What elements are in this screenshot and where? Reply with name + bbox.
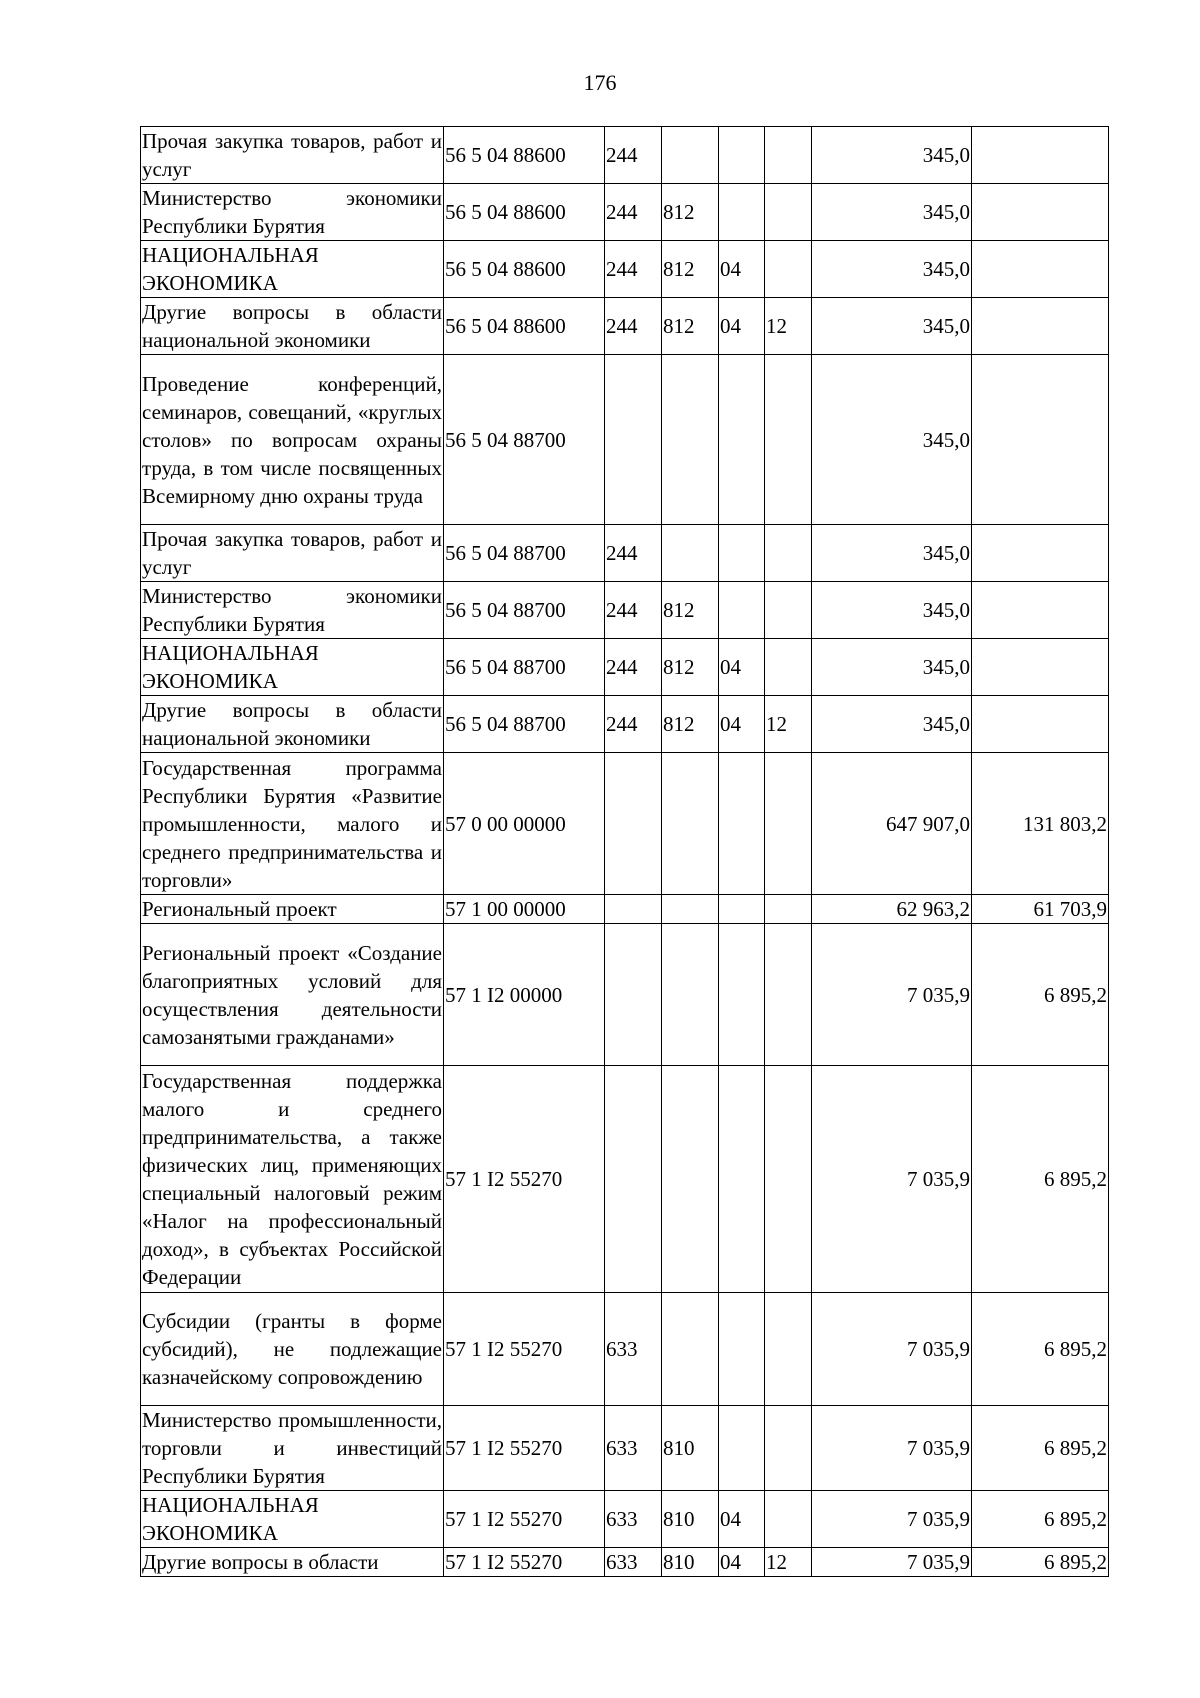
expense-type-code: 244: [605, 582, 662, 639]
table-row: [141, 1491, 1109, 1548]
ministry-code: [662, 355, 719, 525]
table-row: [141, 639, 1109, 696]
section-code: 04: [719, 1548, 765, 1577]
amount-1: 345,0: [812, 639, 972, 696]
ministry-code: 812: [662, 639, 719, 696]
target-article-code: 56 5 04 88700: [444, 582, 605, 639]
table-row: [141, 1066, 1109, 1293]
target-article-code: 57 1 I2 55270: [444, 1066, 605, 1293]
amount-2: [972, 639, 1109, 696]
section-code: 04: [719, 696, 765, 753]
target-article-code: 57 1 I2 55270: [444, 1491, 605, 1548]
row-name: НАЦИОНАЛЬНАЯ ЭКОНОМИКА: [141, 639, 444, 696]
subsection-code: [765, 753, 812, 895]
expense-type-code: [605, 355, 662, 525]
amount-2: [972, 127, 1109, 184]
subsection-code: 12: [765, 298, 812, 355]
section-code: [719, 355, 765, 525]
amount-1: 345,0: [812, 184, 972, 241]
ministry-code: [662, 753, 719, 895]
row-name: Региональный проект: [141, 895, 444, 924]
ministry-code: [662, 895, 719, 924]
target-article-code: 56 5 04 88700: [444, 696, 605, 753]
section-code: 04: [719, 1491, 765, 1548]
expense-type-code: 244: [605, 298, 662, 355]
expense-type-code: 244: [605, 241, 662, 298]
row-name: Другие вопросы в области национальной экономики: [141, 696, 444, 753]
amount-2: 6 895,2: [972, 1491, 1109, 1548]
amount-2: 6 895,2: [972, 924, 1109, 1066]
row-name: Государственная поддержка малого и среднего предпринимательства, а также физических лиц, применяющих специальный налоговый режим «Налог на профессиональный доход», в субъектах Российской Федерации: [141, 1066, 444, 1293]
expense-type-code: 633: [605, 1548, 662, 1577]
expense-type-code: [605, 895, 662, 924]
subsection-code: [765, 127, 812, 184]
subsection-code: [765, 184, 812, 241]
amount-1: 7 035,9: [812, 1406, 972, 1491]
table-row: [141, 696, 1109, 753]
row-name: Субсидии (гранты в форме субсидий), не подлежащие казначейскому сопровождению: [141, 1293, 444, 1406]
subsection-code: [765, 895, 812, 924]
subsection-code: [765, 924, 812, 1066]
table-row: [141, 355, 1109, 525]
target-article-code: 56 5 04 88600: [444, 241, 605, 298]
row-name: Государственная программа Республики Бурятия «Развитие промышленности, малого и среднего предпринимательства и торговли»: [141, 753, 444, 895]
section-code: 04: [719, 298, 765, 355]
subsection-code: [765, 1491, 812, 1548]
row-name: Проведение конференций, семинаров, совещаний, «круглых столов» по вопросам охраны труда, в том числе посвященных Всемирному дню охраны труда: [141, 355, 444, 525]
subsection-code: [765, 639, 812, 696]
expense-type-code: 244: [605, 184, 662, 241]
row-name: Другие вопросы в области национальной экономики: [141, 298, 444, 355]
subsection-code: [765, 1293, 812, 1406]
section-code: [719, 753, 765, 895]
section-code: [719, 895, 765, 924]
subsection-code: [765, 1406, 812, 1491]
amount-1: 345,0: [812, 525, 972, 582]
target-article-code: 57 0 00 00000: [444, 753, 605, 895]
amount-1: 345,0: [812, 241, 972, 298]
expense-type-code: 244: [605, 525, 662, 582]
amount-2: 6 895,2: [972, 1293, 1109, 1406]
target-article-code: 57 1 00 00000: [444, 895, 605, 924]
subsection-code: 12: [765, 696, 812, 753]
expense-type-code: 633: [605, 1293, 662, 1406]
table-row: [141, 582, 1109, 639]
amount-1: 7 035,9: [812, 1491, 972, 1548]
section-code: [719, 582, 765, 639]
ministry-code: [662, 525, 719, 582]
table-row: [141, 241, 1109, 298]
ministry-code: 812: [662, 241, 719, 298]
amount-2: [972, 298, 1109, 355]
table-row: [141, 895, 1109, 924]
subsection-code: [765, 241, 812, 298]
section-code: 04: [719, 241, 765, 298]
ministry-code: 810: [662, 1491, 719, 1548]
table-row: [141, 1406, 1109, 1491]
expense-type-code: [605, 1066, 662, 1293]
row-name: Министерство экономики Республики Бурятия: [141, 582, 444, 639]
subsection-code: [765, 355, 812, 525]
amount-2: [972, 582, 1109, 639]
ministry-code: 812: [662, 582, 719, 639]
table-row: [141, 924, 1109, 1066]
row-name: НАЦИОНАЛЬНАЯ ЭКОНОМИКА: [141, 1491, 444, 1548]
amount-1: 345,0: [812, 582, 972, 639]
amount-2: 61 703,9: [972, 895, 1109, 924]
section-code: [719, 1066, 765, 1293]
target-article-code: 57 1 I2 55270: [444, 1548, 605, 1577]
section-code: [719, 525, 765, 582]
amount-1: 647 907,0: [812, 753, 972, 895]
amount-1: 62 963,2: [812, 895, 972, 924]
expense-type-code: 244: [605, 639, 662, 696]
section-code: [719, 1293, 765, 1406]
table-body: [141, 127, 1109, 1577]
target-article-code: 57 1 I2 55270: [444, 1293, 605, 1406]
amount-2: [972, 525, 1109, 582]
section-code: [719, 1406, 765, 1491]
expense-type-code: [605, 753, 662, 895]
subsection-code: [765, 1066, 812, 1293]
target-article-code: 56 5 04 88700: [444, 639, 605, 696]
amount-2: 6 895,2: [972, 1548, 1109, 1577]
page-number: 176: [583, 70, 617, 95]
ministry-code: [662, 1066, 719, 1293]
target-article-code: 56 5 04 88700: [444, 525, 605, 582]
amount-1: 7 035,9: [812, 1293, 972, 1406]
amount-1: 345,0: [812, 298, 972, 355]
amount-2: [972, 696, 1109, 753]
amount-1: 7 035,9: [812, 924, 972, 1066]
table-row: [141, 753, 1109, 895]
target-article-code: 56 5 04 88600: [444, 184, 605, 241]
subsection-code: 12: [765, 1548, 812, 1577]
ministry-code: 812: [662, 298, 719, 355]
target-article-code: 57 1 I2 55270: [444, 1406, 605, 1491]
section-code: [719, 184, 765, 241]
ministry-code: [662, 127, 719, 184]
ministry-code: 810: [662, 1406, 719, 1491]
row-name: Прочая закупка товаров, работ и услуг: [141, 525, 444, 582]
row-name: Министерство промышленности, торговли и инвестиций Республики Бурятия: [141, 1406, 444, 1491]
row-name: Другие вопросы в области: [141, 1548, 444, 1577]
target-article-code: 56 5 04 88600: [444, 127, 605, 184]
amount-1: 7 035,9: [812, 1066, 972, 1293]
row-name: Региональный проект «Создание благоприятных условий для осуществления деятельности самозанятыми гражданами»: [141, 924, 444, 1066]
expense-type-code: 633: [605, 1406, 662, 1491]
ministry-code: [662, 1293, 719, 1406]
amount-1: 345,0: [812, 696, 972, 753]
amount-1: 345,0: [812, 355, 972, 525]
table-row: [141, 1293, 1109, 1406]
ministry-code: [662, 924, 719, 1066]
subsection-code: [765, 582, 812, 639]
amount-1: 7 035,9: [812, 1548, 972, 1577]
target-article-code: 56 5 04 88700: [444, 355, 605, 525]
amount-2: [972, 355, 1109, 525]
amount-2: [972, 184, 1109, 241]
section-code: 04: [719, 639, 765, 696]
ministry-code: 812: [662, 184, 719, 241]
ministry-code: 812: [662, 696, 719, 753]
subsection-code: [765, 525, 812, 582]
expense-type-code: [605, 924, 662, 1066]
amount-2: 131 803,2: [972, 753, 1109, 895]
row-name: Прочая закупка товаров, работ и услуг: [141, 127, 444, 184]
table-row: [141, 525, 1109, 582]
section-code: [719, 924, 765, 1066]
amount-2: 6 895,2: [972, 1066, 1109, 1293]
row-name: Министерство экономики Республики Бурятия: [141, 184, 444, 241]
row-name: НАЦИОНАЛЬНАЯ ЭКОНОМИКА: [141, 241, 444, 298]
amount-2: [972, 241, 1109, 298]
expense-type-code: 244: [605, 696, 662, 753]
table-row: [141, 1548, 1109, 1577]
ministry-code: 810: [662, 1548, 719, 1577]
table-row: [141, 127, 1109, 184]
amount-2: 6 895,2: [972, 1406, 1109, 1491]
table-row: [141, 298, 1109, 355]
expense-type-code: 633: [605, 1491, 662, 1548]
table-row: [141, 184, 1109, 241]
target-article-code: 57 1 I2 00000: [444, 924, 605, 1066]
section-code: [719, 127, 765, 184]
amount-1: 345,0: [812, 127, 972, 184]
expense-type-code: 244: [605, 127, 662, 184]
target-article-code: 56 5 04 88600: [444, 298, 605, 355]
budget-table: [140, 126, 1109, 1577]
